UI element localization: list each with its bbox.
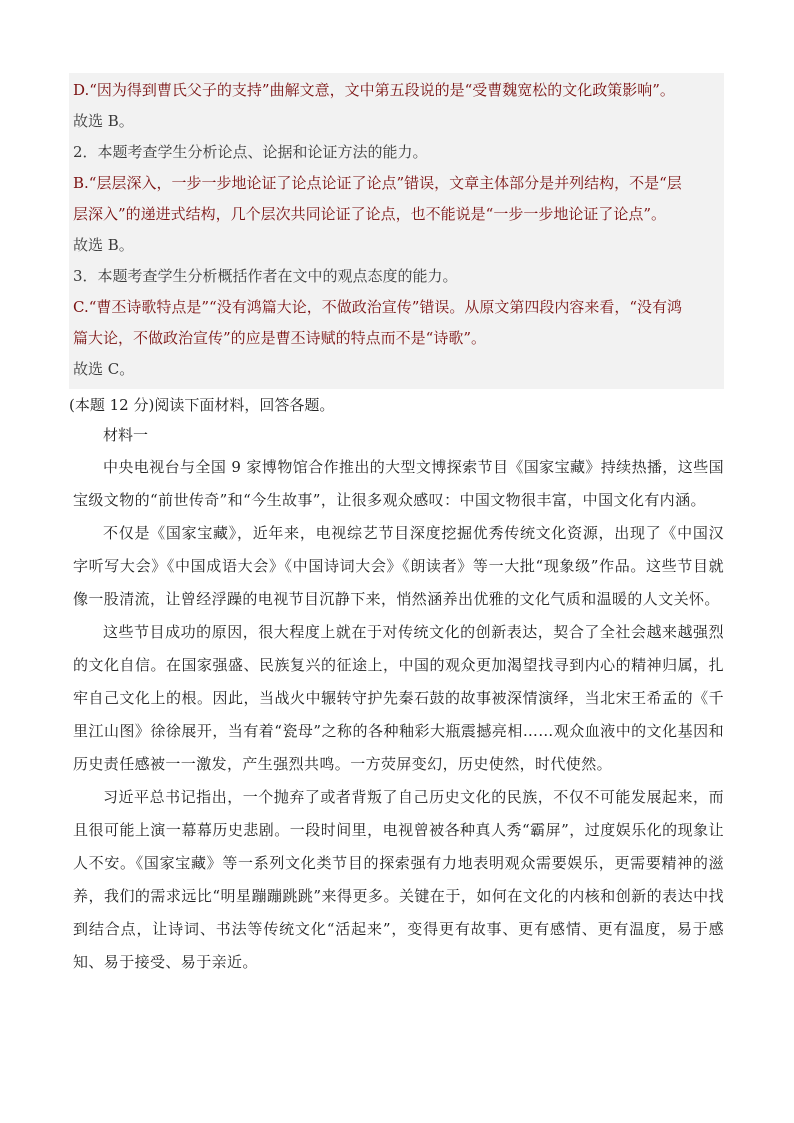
answer-line: 篇大论，不做政治宣传”的应是曹丕诗赋的特点而不是“诗歌”。 xyxy=(73,329,487,347)
answer-line: 故选 C。 xyxy=(73,360,135,378)
material-paragraph: 习近平总书记指出，一个抛弃了或者背叛了自己历史文化的民族，不仅不可能发展起来，而且很可能上演一幕幕历史悲剧。一段时间里，电视曾被各种真人秀“霸屏”，过度娱乐化的现象让人不安。《国家宝藏》等一系列文化类节目的探索强有力地表明观众需要娱乐，更需要精神的滋养，我们的需求远比“明星蹦蹦跳跳”来得更多。关键在于，如何在文化的内核和创新的表达中找到结合点，让诗词、书法等传统文化“活起来”，变得更有故事、更有感情、更有温度，易于感知、易于接受、易于亲近。 xyxy=(73,788,724,971)
answer-line: 层深入”的递进式结构，几个层次共同论证了论点，也不能说是“一步一步地论证了论点”。 xyxy=(73,205,667,223)
answer-explanation-box xyxy=(69,73,724,389)
answer-line: 3．本题考查学生分析概括作者在文中的观点态度的能力。 xyxy=(73,267,458,285)
answer-line: 2．本题考查学生分析论点、论据和论证方法的能力。 xyxy=(73,143,428,161)
material-paragraph: 不仅是《国家宝藏》，近年来，电视综艺节目深度挖掘优秀传统文化资源，出现了《中国汉字听写大会》《中国成语大会》《中国诗词大会》《朗读者》等一大批“现象级”作品。这些节目就像一股清流，让曾经浮躁的电视节目沉静下来，悄然涵养出优雅的文化气质和温暖的人文关怀。 xyxy=(73,524,724,608)
reading-material xyxy=(73,419,724,979)
answer-line: 故选 B。 xyxy=(73,236,134,254)
answer-line: B.“层层深入，一步一步地论证了论点论证了论点”错误，文章主体部分是并列结构，不是“层 xyxy=(73,174,682,192)
question-prompt: (本题 12 分)阅读下面材料，回答各题。 xyxy=(69,396,335,414)
material-title: 材料一 xyxy=(103,426,149,444)
material-paragraph: 中央电视台与全国 9 家博物馆合作推出的大型文博探索节目《国家宝藏》持续热播，这些国宝级文物的“前世传奇”和“今生故事”，让很多观众感叹：中国文物很丰富，中国文化有内涵。 xyxy=(73,458,724,509)
material-paragraph: 这些节目成功的原因，很大程度上就在于对传统文化的创新表达，契合了全社会越来越强烈的文化自信。在国家强盛、民族复兴的征途上，中国的观众更加渴望找寻到内心的精神归属，扎牢自己文化上的根。因此，当战火中辗转守护先秦石鼓的故事被深情演绎，当北宋王希孟的《千里江山图》徐徐展开，当有着“瓷母”之称的各种釉彩大瓶震撼亮相……观众血液中的文化基因和历史责任感被一一激发，产生强烈共鸣。一方荧屏变幻，历史使然，时代使然。 xyxy=(73,623,724,773)
answer-line: 故选 B。 xyxy=(73,112,134,130)
answer-line: C.“曹丕诗歌特点是”“没有鸿篇大论，不做政治宣传”错误。从原文第四段内容来看，“没有鸿 xyxy=(73,298,683,316)
answer-line: D.“因为得到曹氏父子的支持”曲解文意，文中第五段说的是“受曹魏宽松的文化政策影响”。 xyxy=(73,81,675,99)
